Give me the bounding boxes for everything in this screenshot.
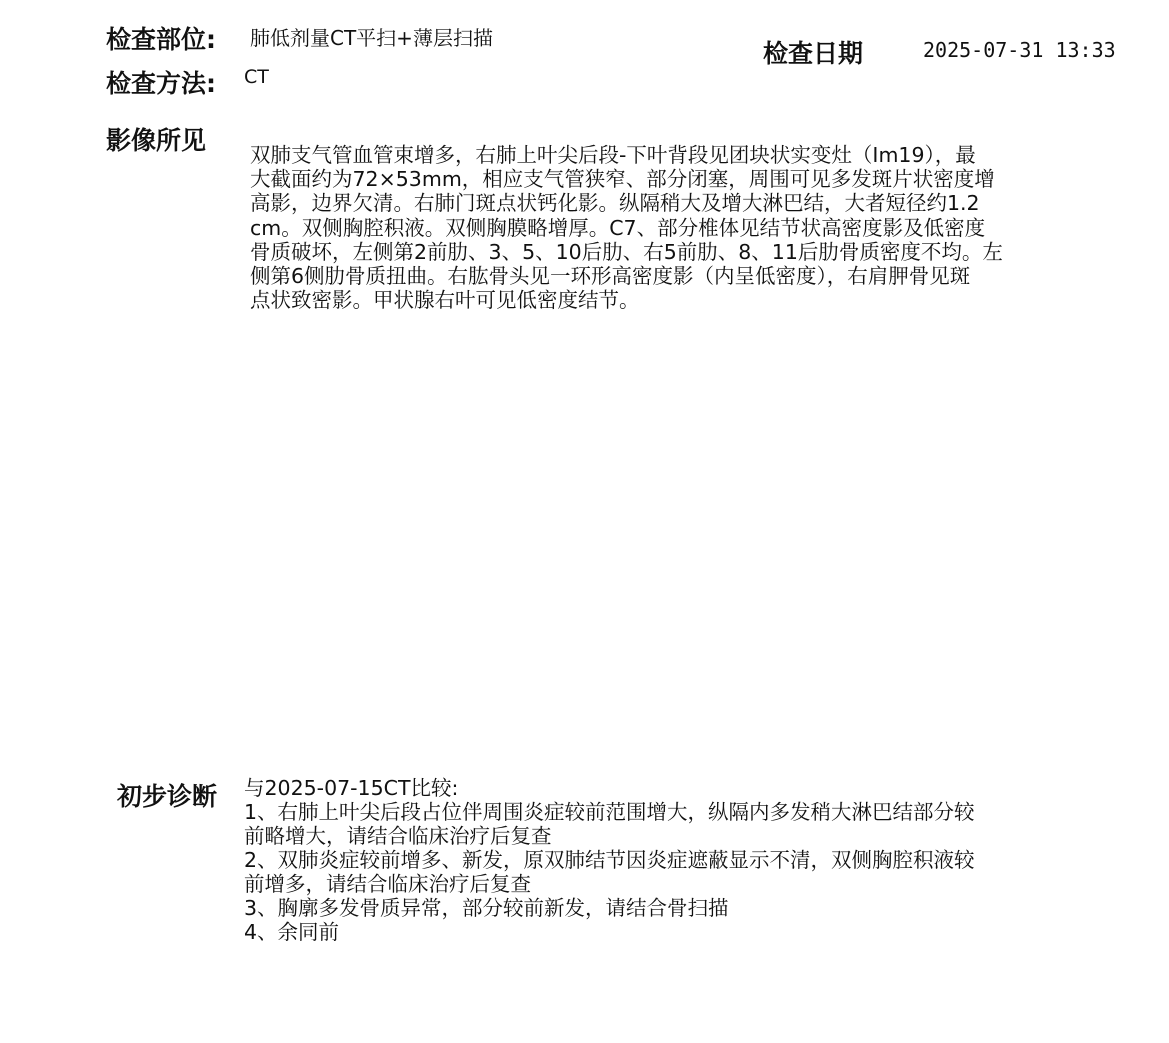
findings-text	[250, 143, 1003, 312]
exam-date-value: 2025-07-31 13:33	[923, 38, 1116, 62]
findings-line: cm。双侧胸腔积液。双侧胸膜略增厚。C7、部分椎体见结节状高密度影及低密度	[250, 215, 986, 240]
findings-line: 大截面约为72×53mm，相应支气管狭窄、部分闭塞，周围可见多发斑片状密度增	[250, 167, 995, 192]
diagnosis-line: 前略增大，请结合临床治疗后复查	[244, 824, 552, 848]
findings-line: 双肺支气管血管束增多，右肺上叶尖后段-下叶背段见团块状实变灶（Im19），最	[250, 143, 976, 167]
diagnosis-text	[244, 776, 975, 944]
findings-line: 高影，边界欠清。右肺门斑点状钙化影。纵隔稍大及增大淋巴结，大者短径约1.2	[250, 191, 980, 216]
diagnosis-line: 4、余同前	[244, 920, 340, 944]
findings-label: 影像所见	[106, 126, 207, 155]
findings-line: 骨质破坏，左侧第2前肋、3、5、10后肋、右5前肋、8、11后肋骨质密度不均。左	[250, 239, 1003, 264]
diagnosis-line: 3、胸廓多发骨质异常，部分较前新发，请结合骨扫描	[244, 896, 729, 920]
exam-method-label: 检查方法:	[106, 69, 216, 98]
exam-site-label: 检查部位:	[106, 25, 216, 54]
findings-line: 点状致密影。甲状腺右叶可见低密度结节。	[250, 288, 640, 313]
diagnosis-line: 1、右肺上叶尖后段占位伴周围炎症较前范围增大，纵隔内多发稍大淋巴结部分较	[244, 800, 975, 824]
diagnosis-line: 2、双肺炎症较前增多、新发，原双肺结节因炎症遮蔽显示不清，双侧胸腔积液较	[244, 848, 975, 872]
findings-line: 侧第6侧肋骨质扭曲。右肱骨头见一环形高密度影（内呈低密度），右肩胛骨见斑	[250, 263, 971, 288]
diagnosis-line: 与2025-07-15CT比较:	[244, 776, 459, 800]
exam-site-value: 肺低剂量CT平扫+薄层扫描	[250, 26, 493, 50]
diagnosis-label: 初步诊断	[117, 782, 218, 811]
diagnosis-line: 前增多，请结合临床治疗后复查	[244, 872, 531, 896]
exam-date-label: 检查日期	[763, 39, 864, 68]
exam-method-value: CT	[244, 66, 269, 88]
